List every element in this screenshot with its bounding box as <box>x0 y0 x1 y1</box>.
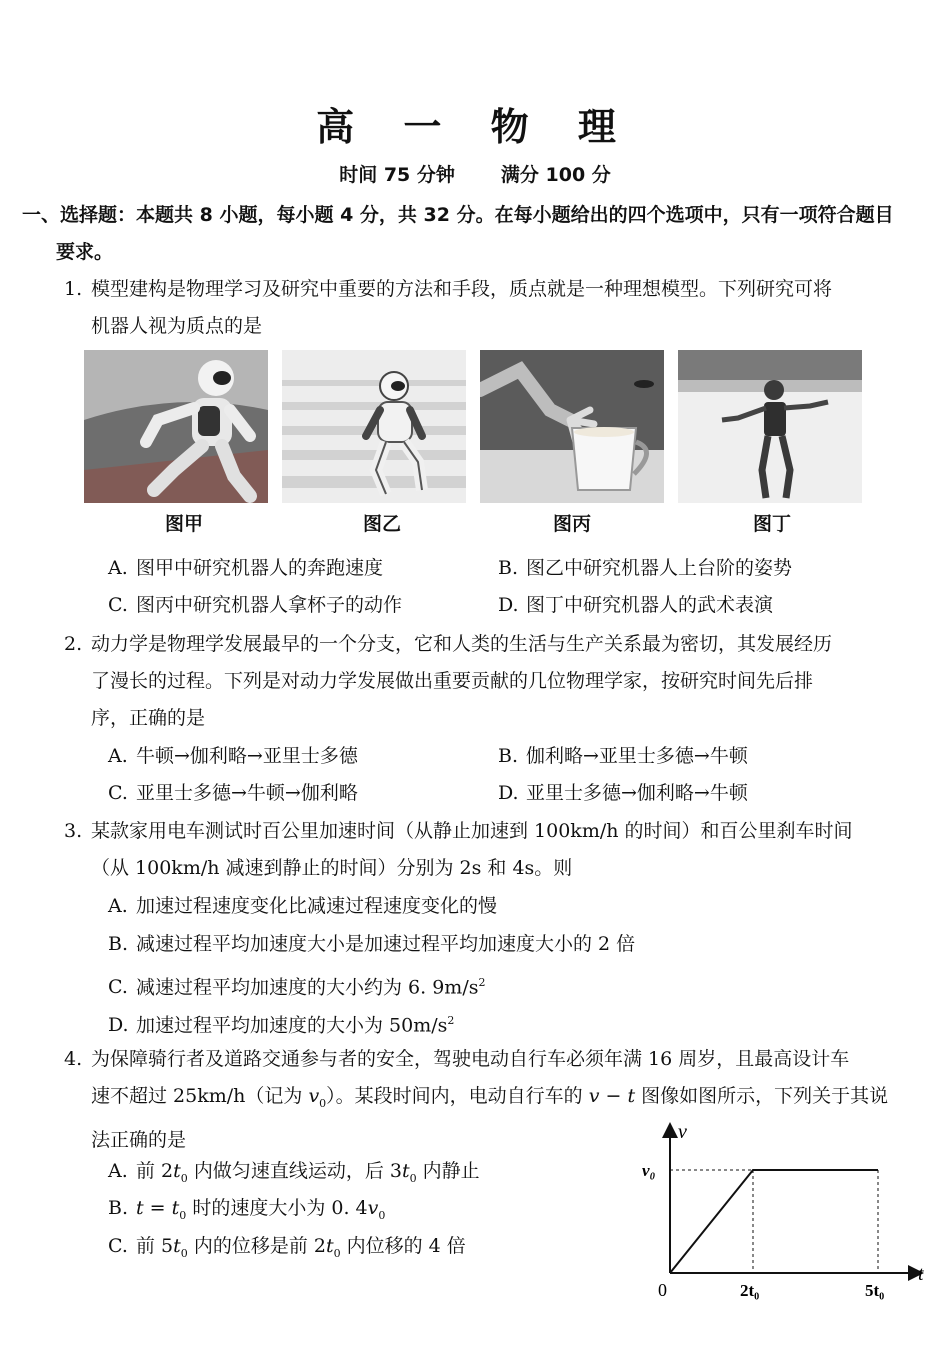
q2-option-b[interactable]: B. 伽利略→亚里士多德→牛顿 <box>498 745 748 767</box>
caption-jia: 图甲 <box>164 513 203 535</box>
exam-score: 满分 100 分 <box>500 164 611 186</box>
question-1: 1. 模型建构是物理学习及研究中重要的方法和手段，质点就是一种理想模型。下列研究可将 机器人视为质点的是 <box>64 278 833 337</box>
q4-option-a[interactable]: A. 前 $2t_0$ 内做匀速直线运动，后 $3t_0$ 内静止 <box>108 1160 480 1185</box>
origin-label: 0 <box>658 1280 667 1300</box>
page-title: 高 一 物 理 <box>316 105 634 149</box>
v-t-graph <box>620 1118 940 1300</box>
q1-option-d[interactable]: D. 图丁中研究机器人的武术表演 <box>498 594 774 616</box>
photo-robot-hand-cup <box>480 350 664 503</box>
q2-option-d[interactable]: D. 亚里士多德→伽利略→牛顿 <box>498 782 748 804</box>
q1-option-b[interactable]: B. 图乙中研究机器人上台阶的姿势 <box>498 557 793 579</box>
q4-option-b[interactable]: B. $t = t_0$ 时的速度大小为 0. $4v_0$ <box>108 1197 386 1222</box>
q4-option-c[interactable]: C. 前 $5t_0$ 内的位移是前 $2t_0$ 内位移的 4 倍 <box>108 1235 466 1260</box>
question-2: 2. 动力学是物理学发展最早的一个分支，它和人类的生活与生产关系最为密切，其发展经历 了漫长的过程。下列是对动力学发展做出重要贡献的几位物理学家，按研究时间先后排 序，正确的是 <box>64 633 833 729</box>
v-axis-label: v <box>678 1121 687 1143</box>
section-heading: 一、选择题：本题共 8 小题，每小题 4 分，共 32 分。在每小题给出的四个选项中，只有一项符合题目 要求。 <box>22 204 894 263</box>
v-t-curve <box>670 1170 878 1273</box>
v0-tick-label: v₀ <box>642 1161 656 1180</box>
q1-option-c[interactable]: C. 图丙中研究机器人拿杯子的动作 <box>108 594 403 616</box>
photo-robot-martial-arts <box>678 350 862 503</box>
photo-stairs-robot <box>282 350 466 503</box>
q3-option-a[interactable]: A. 加速过程速度变化比减速过程速度变化的慢 <box>108 895 498 917</box>
caption-yi: 图乙 <box>362 513 401 535</box>
exam-time: 时间 75 分钟 <box>339 164 455 186</box>
question-4: 4. 为保障骑行者及道路交通参与者的安全，驾驶电动自行车必须年满 16 周岁，且最高设计车 速不超过 25km/h（记为 $v_0$）。某段时间内，电动自行车的 v − t 图像如图所示，下列关于其说 法正确的是 <box>64 1048 889 1151</box>
q3-option-b[interactable]: B. 减速过程平均加速度大小是加速过程平均加速度大小的 2 倍 <box>108 933 636 955</box>
t-axis-label: t <box>918 1263 924 1285</box>
q3-option-c[interactable]: C. 减速过程平均加速度的大小约为 6. $9m/s^2$ <box>108 976 486 999</box>
caption-bing: 图丙 <box>552 513 591 535</box>
photo-running-robot <box>84 350 268 503</box>
exam-info <box>0 160 950 187</box>
q2-option-c[interactable]: C. 亚里士多德→牛顿→伽利略 <box>108 782 358 804</box>
caption-ding: 图丁 <box>752 513 791 535</box>
5t0-tick-label: 5t₀ <box>865 1281 885 1300</box>
q1-option-a[interactable]: A. 图甲中研究机器人的奔跑速度 <box>108 557 384 579</box>
q3-option-d[interactable]: D. 加速过程平均加速度的大小为 $50m/s^2$ <box>108 1014 455 1037</box>
q2-option-a[interactable]: A. 牛顿→伽利略→亚里士多德 <box>108 745 358 767</box>
question-3: 3. 某款家用电车测试时百公里加速时间（从静止加速到 100km/h 的时间）和百公里刹车时间 （从 100km/h 减速到静止的时间）分别为 2s 和 4s。则 <box>64 820 853 879</box>
2t0-tick-label: 2t₀ <box>740 1281 760 1300</box>
